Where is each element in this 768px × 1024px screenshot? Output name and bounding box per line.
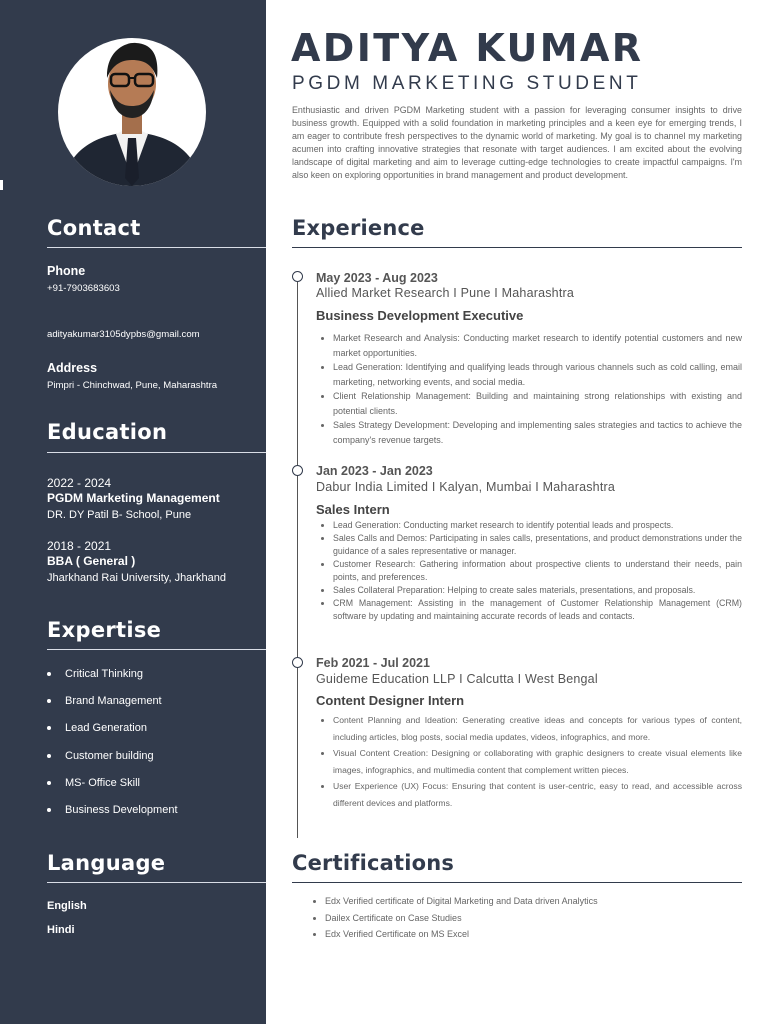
experience-bullets: [316, 331, 742, 447]
education-divider: [47, 452, 266, 453]
experience-role: Business Development Executive: [316, 308, 524, 323]
profile-photo-image: [58, 38, 206, 186]
certification-item: • Edx Verified Certificate on MS Excel: [325, 926, 740, 943]
experience-heading: Experience: [292, 216, 425, 240]
experience-bullet: • Customer Research: Gathering information about prospective clients to understand their needs, pain points, and preferences.: [333, 558, 742, 584]
education-years: 2018 - 2021: [47, 539, 112, 553]
experience-company: Guideme Education LLP I Calcutta I West Bengal: [316, 672, 598, 686]
timeline-line: [297, 282, 298, 838]
experience-dates: Feb 2021 - Jul 2021: [316, 656, 430, 670]
timeline-dot: [292, 271, 303, 282]
language-item: Hindi: [47, 924, 75, 936]
language-heading: Language: [47, 851, 166, 875]
education-degree: PGDM Marketing Management: [47, 491, 220, 505]
experience-bullet: • User Experience (UX) Focus: Ensuring that content is user-centric, easy to read, and accessible across different devices and platforms.: [333, 778, 742, 811]
address-value: Pimpri - Chinchwad, Pune, Maharashtra: [47, 380, 218, 391]
timeline-dot: [292, 465, 303, 476]
expertise-list: [47, 666, 178, 829]
experience-dates: Jan 2023 - Jan 2023: [316, 464, 433, 478]
expertise-item: Brand Management: [47, 693, 178, 720]
candidate-title: PGDM MARKETING STUDENT: [292, 73, 642, 94]
language-item: English: [47, 900, 87, 912]
experience-bullet: • Sales Calls and Demos: Participating in sales calls, presentations, and product demonstrations under the guidance of a sales representative or manager.: [333, 532, 742, 558]
expertise-item: Customer building: [47, 748, 178, 775]
experience-bullet: • Lead Generation: Conducting market research to identify potential leads and prospects.: [333, 519, 742, 532]
experience-bullet: • Sales Collateral Preparation: Helping to create sales materials, presentations, and proposals.: [333, 584, 742, 597]
expertise-item: Business Development: [47, 802, 178, 829]
experience-role: Content Designer Intern: [316, 693, 465, 708]
experience-bullet: • Sales Strategy Development: Developing and implementing sales strategies and tactics to achieve the company's revenue targets.: [333, 418, 742, 447]
education-school: DR. DY Patil B- School, Pune: [47, 509, 192, 521]
experience-dates: May 2023 - Aug 2023: [316, 271, 438, 285]
expertise-item: MS- Office Skill: [47, 775, 178, 802]
education-school: Jharkhand Rai University, Jharkhand: [47, 572, 226, 584]
profile-summary: Enthusiastic and driven PGDM Marketing student with a passion for leveraging consumer insights to drive business growth. Equipped with a solid foundation in marketing principles and a keen eye for emerging trends, I am eager to contribute fresh perspectives to the dynamic world of marketing. My goal is to channel my marketing acumen into crafting innovative strategies that resonate with target audiences. I am excited about the evolving landscape of digital marketing and aim to leverage cutting-edge technologies to create impactful campaigns. I'm also keen on exploring opportunities in brand management and product development.: [292, 105, 742, 180]
email-value[interactable]: adityakumar3105dypbs@gmail.com: [47, 329, 200, 340]
experience-bullets: [316, 519, 742, 623]
expertise-heading: Expertise: [47, 618, 162, 642]
phone-value[interactable]: +91-7903683603: [47, 283, 120, 294]
experience-role: Sales Intern: [316, 502, 390, 517]
phone-label: Phone: [47, 264, 86, 278]
expertise-divider: [47, 649, 266, 650]
certification-item: • Edx Verified certificate of Digital Marketing and Data driven Analytics: [325, 893, 740, 910]
profile-photo: [58, 38, 206, 186]
certifications-divider: [292, 882, 742, 883]
experience-bullet: • Content Planning and Ideation: Generating creative ideas and concepts for various types of content, including articles, blog posts, social media updates, videos, infographics, and more.: [333, 712, 742, 745]
contact-heading: Contact: [47, 216, 141, 240]
candidate-name: ADITYA KUMAR: [291, 26, 644, 70]
certification-item: • Dailex Certificate on Case Studies: [325, 910, 740, 927]
education-heading: Education: [47, 420, 168, 444]
language-divider: [47, 882, 266, 883]
expertise-item: Critical Thinking: [47, 666, 178, 693]
edge-marker: [0, 180, 3, 190]
experience-company: Dabur India Limited I Kalyan, Mumbai I Maharashtra: [316, 480, 616, 494]
experience-bullets: [316, 712, 742, 811]
experience-company: Allied Market Research I Pune I Maharashtra: [316, 286, 575, 300]
timeline-dot: [292, 657, 303, 668]
experience-bullet: • Market Research and Analysis: Conducting market research to identify potential customers and new market opportunities.: [333, 331, 742, 360]
contact-divider: [47, 247, 266, 248]
address-label: Address: [47, 361, 98, 375]
expertise-item: Lead Generation: [47, 720, 178, 747]
experience-divider: [292, 247, 742, 248]
experience-bullet: • Visual Content Creation: Designing or collaborating with graphic designers to create visual elements like images, infographics, and multimedia content that complement written pieces.: [333, 745, 742, 778]
experience-bullet: • CRM Management: Assisting in the management of Customer Relationship Management (CRM) software by updating and maintaining accurate records of leads and contacts.: [333, 597, 742, 623]
experience-bullet: • Lead Generation: Identifying and qualifying leads through various channels such as cold calling, email marketing, networking events, and social media.: [333, 360, 742, 389]
sidebar: [0, 0, 266, 1024]
education-degree: BBA ( General ): [47, 554, 136, 568]
education-years: 2022 - 2024: [47, 476, 112, 490]
certifications-heading: Certifications: [292, 851, 455, 875]
certifications-list: [310, 893, 740, 943]
experience-bullet: • Client Relationship Management: Building and maintaining strong relationships with existing and potential clients.: [333, 389, 742, 418]
